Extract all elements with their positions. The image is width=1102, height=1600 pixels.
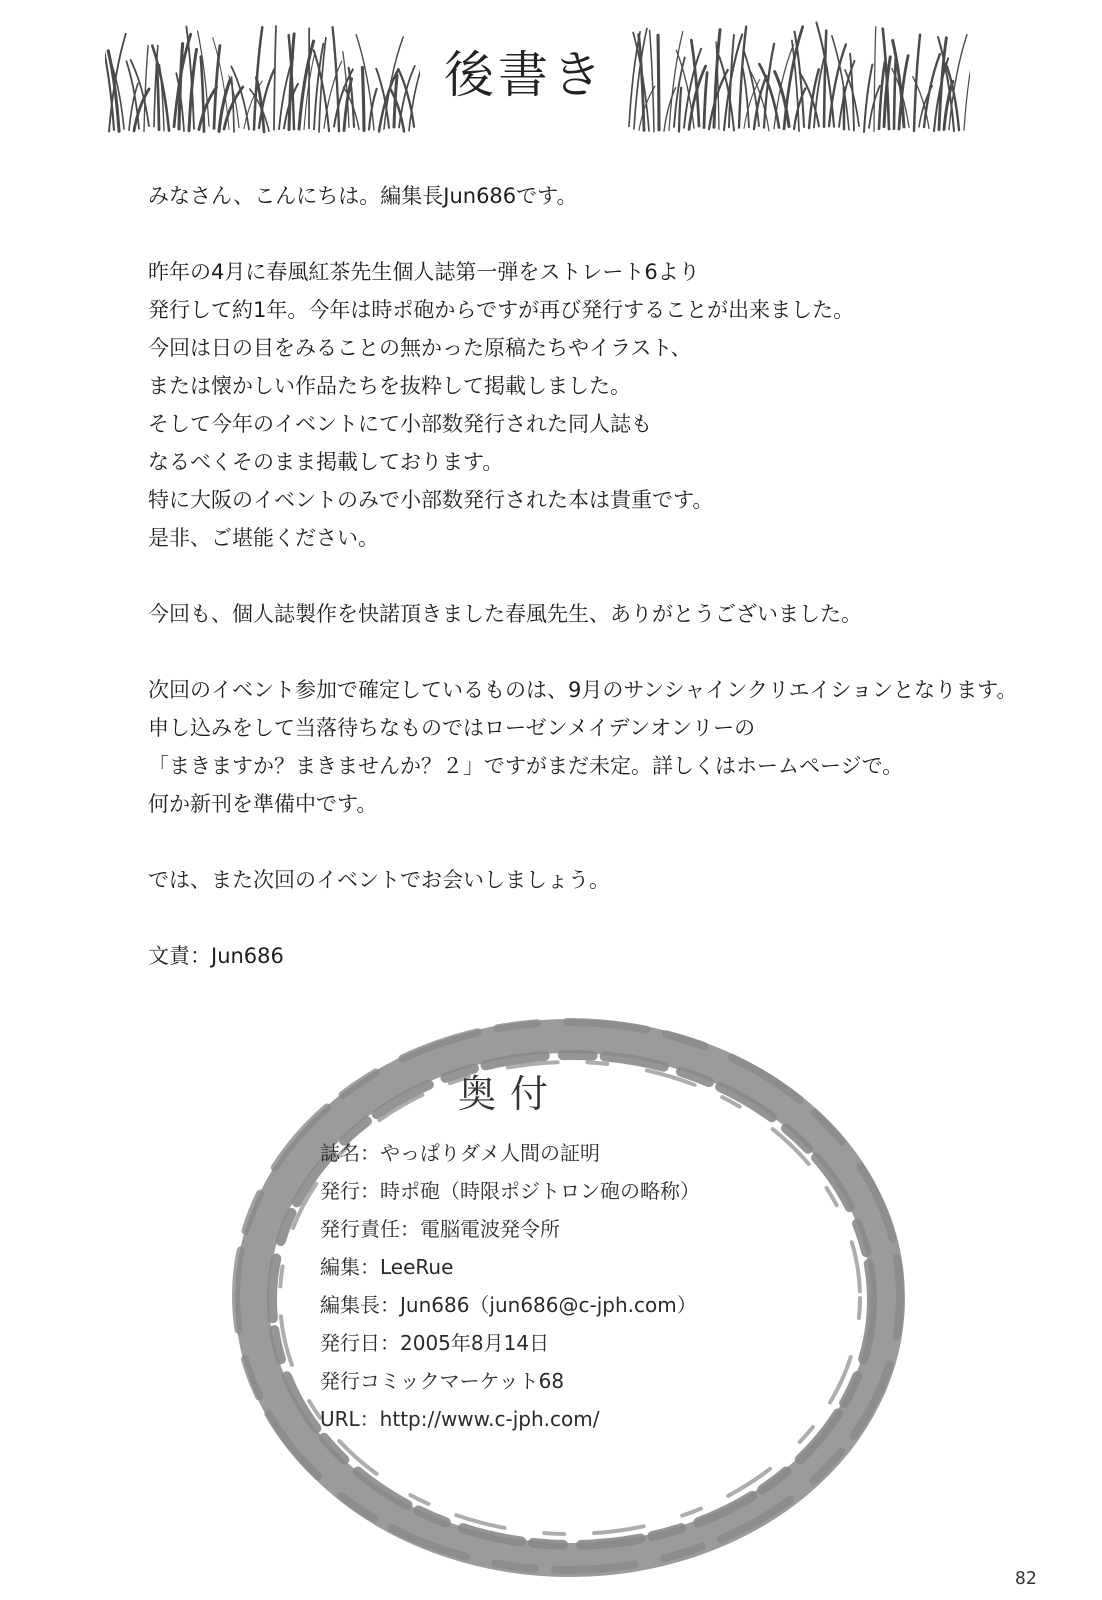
colophon-line: 発行日：2005年8月14日 (320, 1331, 550, 1355)
grass-blade (679, 88, 681, 132)
grass-blade (274, 26, 276, 130)
colophon-line: 発行責任：電脳電波発令所 (320, 1217, 560, 1241)
grass-blade (894, 57, 896, 128)
afterword-line: そして今年のイベントにて小部数発行された同人誌も (148, 412, 652, 436)
grass-blade (157, 64, 159, 129)
grass-blade (824, 31, 826, 127)
grass-blade (214, 46, 220, 129)
afterword-line: 申し込みをして当落待ちなものではローゼンメイデンオンリーの (148, 716, 756, 740)
afterword-line: 今回は日の目をみることの無かった原稿たちやイラスト、 (148, 336, 692, 360)
afterword-line: 発行して約1年。今年は時ポ砲からですが再び発行することが出来ました。 (148, 298, 855, 322)
afterword-line: 今回も、個人誌製作を快諾頂きました春風先生、ありがとうございました。 (148, 602, 862, 626)
signature-line: 文責：Jun686 (148, 944, 284, 968)
colophon-title: 奥付 (457, 1072, 562, 1116)
afterword-line: 特に大阪のイベントのみで小部数発行された本は貴重です。 (148, 488, 714, 512)
grass-blade (704, 73, 707, 128)
page-number: 82 (1015, 1568, 1037, 1589)
page-title: 後書き (444, 46, 606, 104)
afterword-line: 「まきますか？まきませんか？２」ですがまだ未定。詳しくはホームページで。 (148, 754, 904, 778)
afterword-line: 次回のイベント参加で確定しているものは、9月のサンシャインクリエイションとなります。 (148, 678, 1018, 702)
afterword-line: 何か新刊を準備中です。 (148, 792, 378, 816)
grass-decoration-left (105, 20, 420, 135)
afterword-line: みなさん、こんにちは。編集長Jun686です。 (148, 184, 578, 208)
colophon-line: 編集：LeeRue (320, 1255, 454, 1279)
afterword-line: 是非、ご堪能ください。 (148, 526, 379, 550)
header (0, 0, 1102, 150)
colophon-line: 誌名：やっぱりダメ人間の証明 (320, 1141, 600, 1165)
afterword-line: または懐かしい作品たちを抜粋して掲載しました。 (148, 374, 631, 398)
afterword-line: 昨年の4月に春風紅茶先生個人誌第一弾をストレート6より (148, 260, 700, 284)
grass-blade (914, 35, 920, 131)
grass-blade (874, 27, 876, 132)
grass-decoration-right (625, 20, 970, 135)
grass-blade (362, 67, 364, 130)
grass-blade (126, 61, 139, 128)
grass-blade (650, 30, 654, 131)
grass-blade (864, 65, 872, 132)
afterword-line: なるべくそのまま掲載しております。 (148, 450, 504, 474)
colophon-line: 発行：時ポ砲（時限ポジトロン砲の略称） (320, 1179, 700, 1203)
grass-blade (299, 41, 314, 129)
colophon-line: URL：http://www.c-jph.com/ (320, 1407, 600, 1431)
colophon-line: 編集長：Jun686（jun686@c-jph.com） (320, 1293, 697, 1317)
grass-blade (658, 35, 659, 130)
afterword-line: では、また次回のイベントでお会いしましょう。 (148, 868, 610, 892)
grass-blade (964, 45, 970, 131)
colophon-line: 発行コミックマーケット68 (320, 1369, 565, 1393)
